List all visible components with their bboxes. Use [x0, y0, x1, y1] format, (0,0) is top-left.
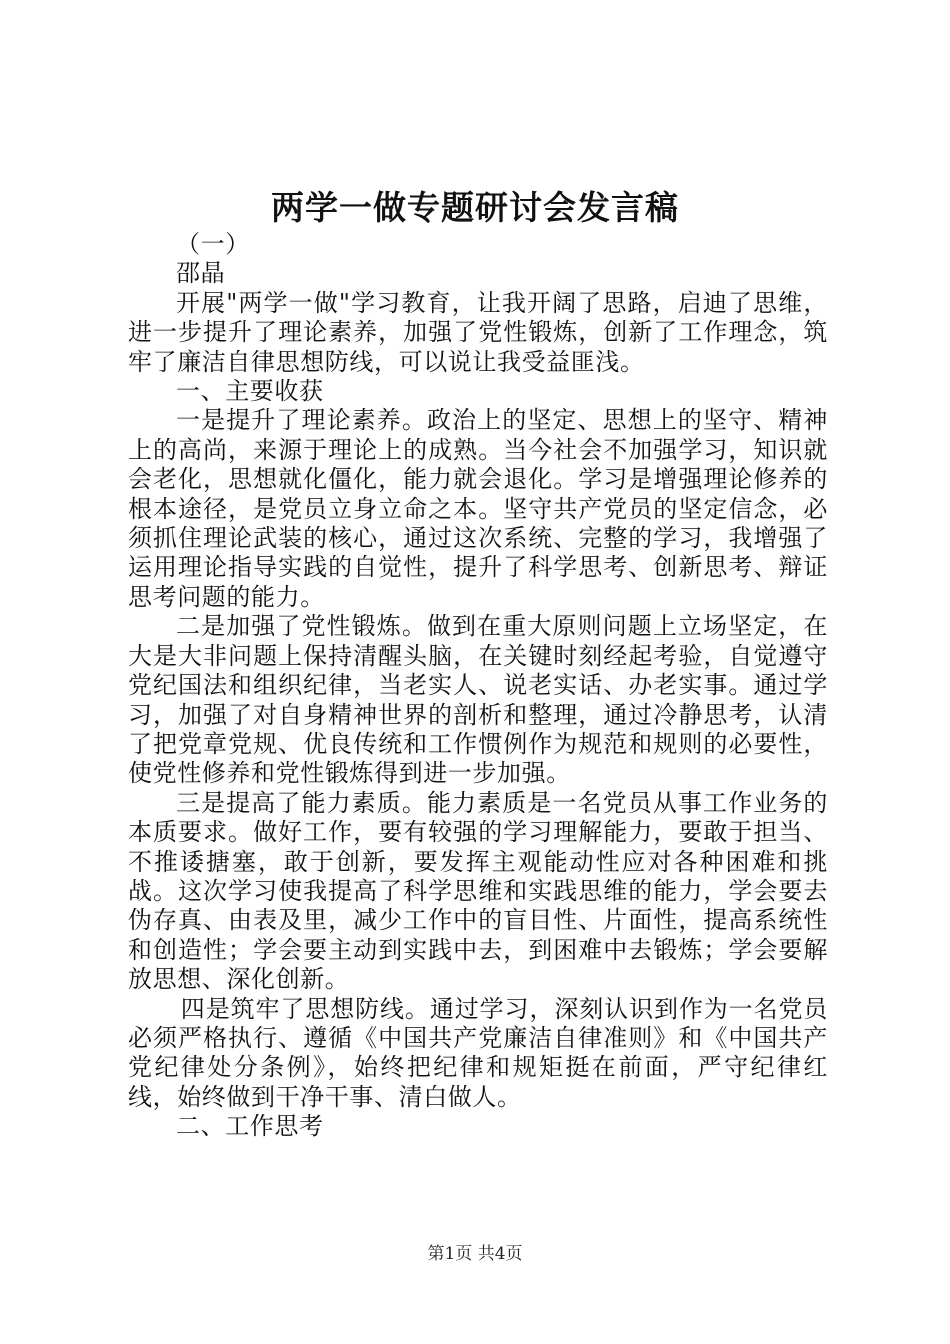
document-body — [128, 230, 828, 1142]
author-name: 邵晶 — [176, 259, 226, 288]
document-title: 两学一做专题研讨会发言稿 — [271, 188, 679, 227]
paragraph-defense-line: 四是筑牢了思想防线。通过学习，深刻认识到作为一名党员必须严格执行、遵循《中国共产党廉洁自律准则》和《中国共产党纪律处分条例》，始终把纪律和规矩挺在前面，严守纪律红线，始终做到干净干事、清白做人。 — [128, 994, 828, 1111]
paragraph-party-spirit: 二是加强了党性锻炼。做到在重大原则问题上立场坚定，在大是大非问题上保持清醒头脑，在关键时刻经起考验，自觉遵守党纪国法和组织纪律，当老实人、说老实话、办老实事。通过学习，加强了对自身精神世界的剖析和整理，通过冷静思考，认清了把党章党规、优良传统和工作惯例作为规范和规则的必要性，使党性修养和党性锻炼得到进一步加强。 — [128, 612, 828, 788]
page-number-footer: 第1页 共4页 — [427, 1244, 523, 1264]
subtitle: （一） — [176, 230, 250, 258]
section-heading-gains: 一、主要收获 — [176, 377, 324, 406]
paragraph-ability: 三是提高了能力素质。能力素质是一名党员从事工作业务的本质要求。做好工作，要有较强的学习理解能力，要敢于担当、不推诿搪塞，敢于创新，要发挥主观能动性应对各种困难和挑战。这次学习使我提高了科学思维和实践思维的能力，学会要去伪存真、由表及里，减少工作中的盲目性、片面性，提高系统性和创造性；学会要主动到实践中去，到困难中去锻炼；学会要解放思想、深化创新。 — [128, 788, 828, 994]
paragraph-intro: 开展"两学一做"学习教育，让我开阔了思路，启迪了思维，进一步提升了理论素养，加强了党性锻炼，创新了工作理念，筑牢了廉洁自律思想防线，可以说让我受益匪浅。 — [128, 288, 828, 376]
section-heading-thinking: 二、工作思考 — [176, 1112, 324, 1141]
paragraph-theory: 一是提升了理论素养。政治上的坚定、思想上的坚守、精神上的高尚，来源于理论上的成熟。当今社会不加强学习，知识就会老化，思想就化僵化，能力就会退化。学习是增强理论修养的根本途径，是党员立身立命之本。坚守共产党员的坚定信念，必须抓住理论武装的核心，通过这次系统、完整的学习，我增强了运用理论指导实践的自觉性，提升了科学思考、创新思考、辩证思考问题的能力。 — [128, 406, 828, 611]
